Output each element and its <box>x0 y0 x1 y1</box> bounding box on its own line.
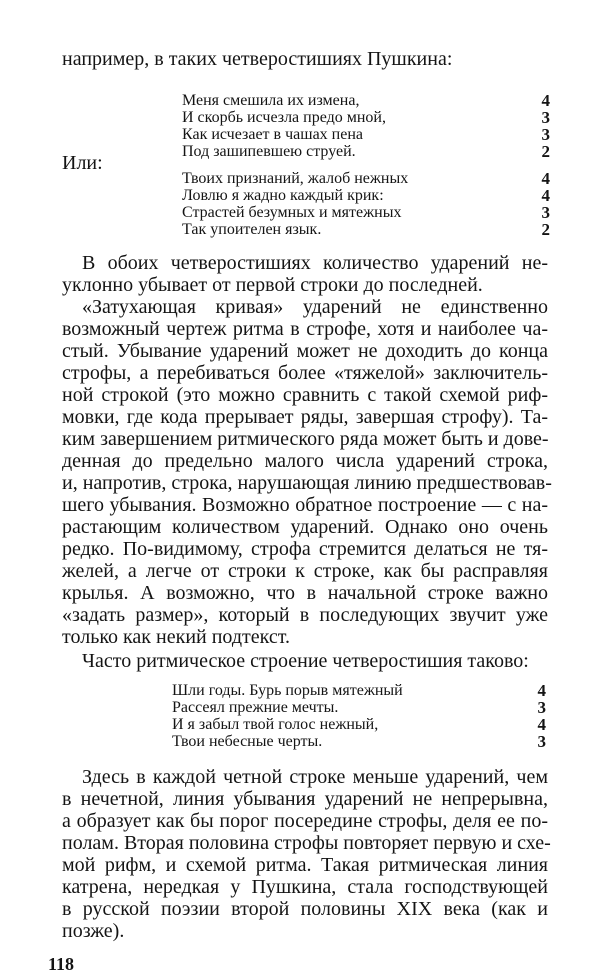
paragraph-line: Здесь в каждой четной строке меньше ударений, чем <box>82 766 548 788</box>
page-number: 118 <box>48 954 75 974</box>
paragraph-line: Часто ритмическое строение четверостишия таково: <box>82 650 529 672</box>
verse-text: Твоих признаний, жалоб нежных <box>182 170 409 187</box>
stress-count: 2 <box>541 142 550 161</box>
paragraph-line: мовки, где кода прерывает ряды, завершая строфу). Та- <box>62 406 548 428</box>
paragraph-line: а образует как бы порог посередине строфы, деля ее по- <box>62 810 548 832</box>
paragraph-line: шего убывания. Возможно обратное построение — с на- <box>62 494 548 516</box>
paragraph-line: в нечетной, линия убывания ударений не непрерывна, <box>62 788 548 810</box>
verse-text: И скорбь исчезла предо мной, <box>182 109 386 126</box>
poem-line <box>182 221 550 238</box>
stress-count: 4 <box>541 186 550 205</box>
poem-quatrain-1 <box>182 92 550 160</box>
poem-line <box>182 126 550 143</box>
stress-count: 4 <box>541 91 550 110</box>
poem-line <box>182 109 550 126</box>
stress-count: 3 <box>541 125 550 144</box>
verse-text: Так упоителен язык. <box>182 221 322 238</box>
poem-line <box>172 682 546 699</box>
poem-line <box>182 92 550 109</box>
connector-word: Или: <box>62 152 103 174</box>
paragraph-line: растающим количеством ударений. Однако оно очень <box>62 516 548 538</box>
stress-count: 4 <box>541 169 550 188</box>
verse-text: Ловлю я жадно каждый крик: <box>182 187 384 204</box>
verse-text: И я забыл твой голос нежный, <box>172 716 379 733</box>
paragraph-line: «задать размер», который в последующих звучит уже <box>62 604 548 626</box>
stress-count: 2 <box>541 220 550 239</box>
poem-line <box>182 204 550 221</box>
paragraph-line: возможный чертеж ритма в строфе, хотя и наиболее ча- <box>62 318 548 340</box>
paragraph-line: ной строкой (это можно сравнить с такой схемой риф- <box>62 384 548 406</box>
paragraph-line: строфы, а перебиваться более «тяжелой» заключитель- <box>62 362 548 384</box>
poem-line <box>182 187 550 204</box>
verse-text: Рассеял прежние мечты. <box>172 699 339 716</box>
paragraph-line: только как некий подтекст. <box>62 626 290 648</box>
poem-quatrain-3 <box>172 682 546 750</box>
intro-line: например, в таких четверостишиях Пушкина: <box>62 48 453 70</box>
paragraph-line: катрена, нередкая у Пушкина, стала господствующей <box>62 876 548 898</box>
poem-line <box>182 143 550 160</box>
verse-text: Под зашипевшею струей. <box>182 143 356 160</box>
paragraph-line: желей, а легче от строки к строке, как бы расправляя <box>62 560 548 582</box>
poem-line <box>182 170 550 187</box>
poem-quatrain-2 <box>182 170 550 238</box>
stress-count: 3 <box>541 108 550 127</box>
poem-line <box>172 716 546 733</box>
paragraph-line: и, напротив, строка, нарушающая линию предшествовав- <box>62 472 552 494</box>
verse-text: Шли годы. Бурь порыв мятежный <box>172 682 403 699</box>
verse-text: Страстей безумных и мятежных <box>182 204 402 221</box>
stress-count: 4 <box>537 715 546 734</box>
paragraph-line: крылья. А возможно, что в начальной строке важно <box>62 582 548 604</box>
stress-count: 3 <box>537 698 546 717</box>
paragraph-line: стый. Убывание ударений может не доходить до конца <box>62 340 548 362</box>
paragraph-line: позже). <box>62 920 125 942</box>
paragraph-line: денная до предельно малого числа ударений строка, <box>62 450 548 472</box>
paragraph-line: уклонно убывает от первой строки до последней. <box>62 274 483 296</box>
stress-count: 3 <box>541 203 550 222</box>
paragraph-line: в русской поэзии второй половины XIX века (как и <box>62 898 548 920</box>
poem-line <box>172 733 546 750</box>
verse-text: Твои небесные черты. <box>172 733 323 750</box>
paragraph-line: ким завершением ритмического ряда может быть и дове- <box>62 428 549 450</box>
paragraph-line: редко. По-видимому, строфа стремится делаться не тя- <box>62 538 548 560</box>
paragraph-line: «Затухающая кривая» ударений не единственно <box>82 296 548 318</box>
paragraph-line: полам. Вторая половина строфы повторяет первую и схе- <box>62 832 551 854</box>
paragraph-line: мой рифм, и схемой ритма. Такая ритмическая линия <box>62 854 548 876</box>
paragraph-line: В обоих четверостишиях количество ударений не- <box>82 252 548 274</box>
verse-text: Как исчезает в чашах пена <box>182 126 363 143</box>
poem-line <box>172 699 546 716</box>
stress-count: 3 <box>537 732 546 751</box>
stress-count: 4 <box>537 681 546 700</box>
verse-text: Меня смешила их измена, <box>182 92 360 109</box>
